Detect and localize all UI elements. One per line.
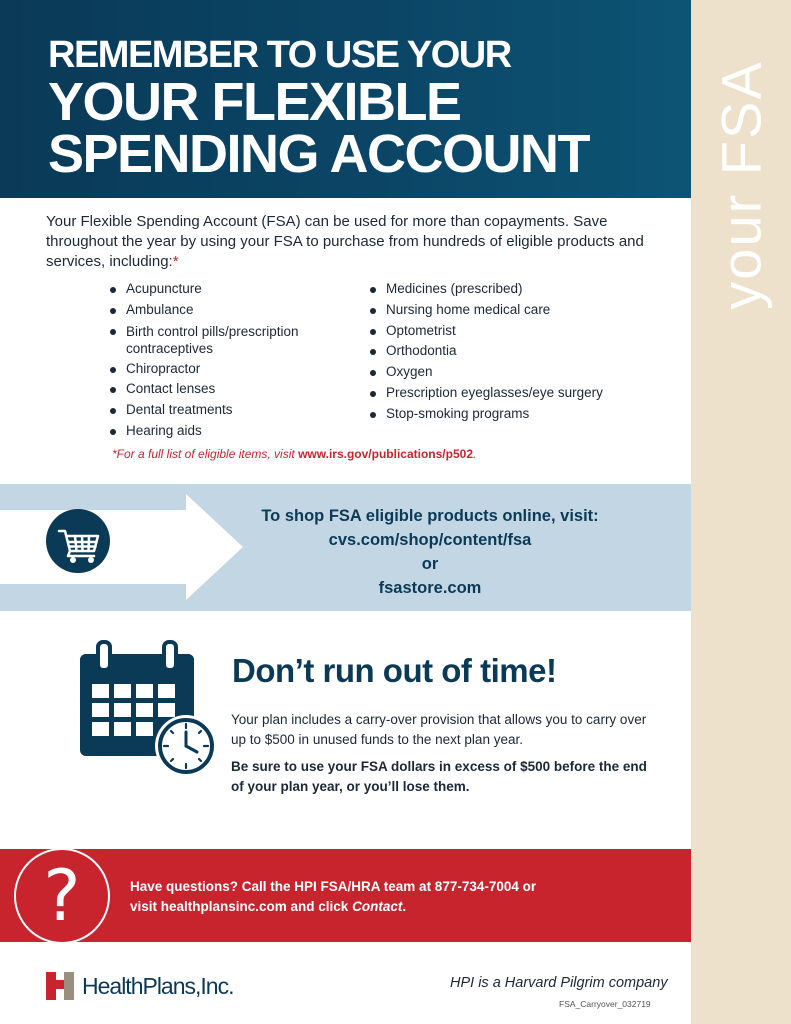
questions-line-2-prefix: visit healthplansinc.com and click	[130, 899, 353, 914]
warning-paragraph: Be sure to use your FSA dollars in excess of $500 before the end of your plan year, or you’ll lose them.	[231, 759, 647, 794]
list-item: Hearing aids	[110, 421, 350, 442]
list-item: Optometrist	[370, 321, 670, 342]
page-title	[48, 34, 590, 184]
title-line-3: SPENDING ACCOUNT	[48, 124, 590, 184]
questions-line-2	[130, 897, 670, 917]
contact-link[interactable]: Contact	[352, 899, 403, 914]
list-item: Medicines (prescribed)	[370, 279, 670, 300]
question-mark-icon: ?	[43, 855, 81, 937]
list-item: Oxygen	[370, 362, 670, 383]
carryover-paragraph: Your plan includes a carry-over provision that allows you to carry over up to $500 in unused funds to the next plan year.	[231, 712, 647, 747]
questions-text	[130, 877, 670, 917]
irs-link[interactable]: www.irs.gov/publications/p502	[298, 447, 473, 461]
eligible-list-right	[370, 279, 670, 425]
tagline: HPI is a Harvard Pilgrim company	[450, 975, 668, 991]
document-id: FSA_Carryover_032719	[559, 999, 651, 1009]
shop-or: or	[421, 555, 439, 573]
list-item: Contact lenses	[110, 379, 350, 400]
questions-line-2-suffix: .	[402, 899, 407, 914]
intro-paragraph	[46, 212, 666, 272]
intro-asterisk: *	[172, 253, 179, 270]
list-item: Dental treatments	[110, 400, 350, 421]
list-item: Orthodontia	[370, 341, 670, 362]
title-line-2: YOUR FLEXIBLE	[48, 72, 461, 132]
calendar-clock-icon	[78, 640, 223, 780]
company-logo-text: HealthPlans,Inc.	[82, 973, 234, 999]
cvs-link[interactable]: cvs.com/shop/content/fsa	[328, 531, 532, 549]
list-item: Prescription eyeglasses/eye surgery	[370, 383, 670, 404]
title-line-1: REMEMBER TO USE YOUR	[48, 34, 511, 76]
time-heading: Don’t run out of time!	[232, 652, 557, 689]
footnote-suffix: .	[473, 447, 477, 461]
fsastore-link[interactable]: fsastore.com	[378, 579, 482, 597]
healthplans-logo-icon	[44, 970, 78, 1002]
side-label: your FSA	[709, 60, 773, 310]
eligible-list-left	[110, 279, 350, 442]
list-item: Ambulance	[110, 300, 350, 321]
footnote-prefix: *For a full list of eligible items, visit	[112, 447, 299, 461]
shop-text	[220, 504, 640, 600]
shop-intro: To shop FSA eligible products online, visit:	[261, 507, 599, 525]
cart-icon-circle	[46, 509, 110, 573]
list-item: Nursing home medical care	[370, 300, 670, 321]
list-item: Birth control pills/prescription contraceptives	[110, 321, 350, 359]
list-item: Chiropractor	[110, 359, 350, 380]
list-item: Acupuncture	[110, 279, 350, 300]
intro-text: Your Flexible Spending Account (FSA) can be used for more than copayments. Save throughout the year by using your FSA to purchase from hundreds of eligible products and services, including:	[46, 213, 644, 270]
shopping-cart-icon	[46, 509, 110, 573]
list-item: Stop-smoking programs	[370, 404, 670, 425]
footnote	[112, 447, 476, 461]
questions-line-1: Have questions? Call the HPI FSA/HRA team at 877-734-7004 or	[130, 879, 537, 894]
